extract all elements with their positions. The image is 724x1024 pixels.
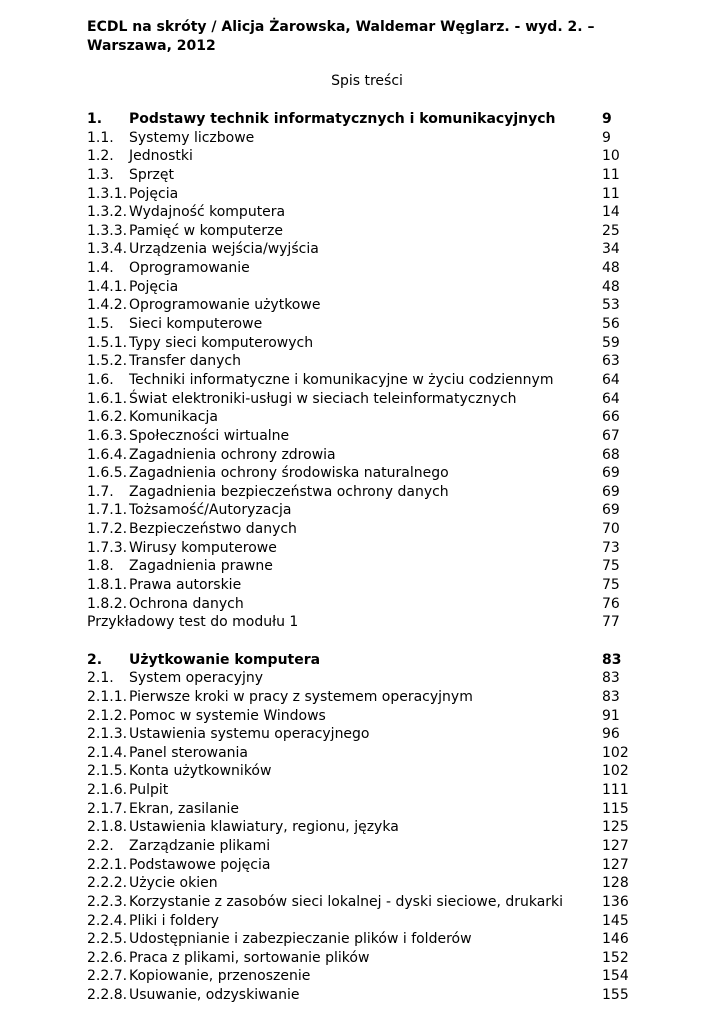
toc-entry-page: 64 (602, 390, 620, 407)
toc-entry-number: 2.2. (87, 837, 114, 854)
toc-entry (87, 315, 647, 334)
toc-entry-page: 9 (602, 129, 611, 146)
toc-entry-number: 1.6. (87, 371, 114, 388)
toc-entry-page: 67 (602, 427, 620, 444)
toc-entry (87, 259, 647, 278)
toc-entry-label: Komunikacja (129, 409, 218, 426)
toc-entry-number: 1.7.1. (87, 502, 128, 519)
toc-entry (87, 408, 647, 427)
toc-entry (87, 501, 647, 520)
toc-entry (87, 446, 647, 465)
toc-entry-label: Zagadnienia bezpieczeństwa ochrony danych (129, 483, 449, 500)
toc-entry (87, 688, 647, 707)
toc-heading: Spis treści (331, 73, 403, 89)
toc-entry (87, 296, 647, 315)
toc-entry-number: 2.1.1. (87, 688, 128, 705)
toc-entry-page: 64 (602, 371, 620, 388)
toc-entry-number: 1.8.1. (87, 577, 128, 594)
toc-entry (87, 166, 647, 185)
toc-entry-number: 2.2.8. (87, 987, 128, 1004)
toc-entry-page: 69 (602, 465, 620, 482)
toc-entry-label: Prawa autorskie (129, 577, 242, 594)
toc-entry (87, 595, 647, 614)
toc-entry-label: Techniki informatyczne i komunikacyjne w życiu codziennym (129, 371, 554, 388)
toc-entry (87, 930, 647, 949)
toc-entry-label: Tożsamość/Autoryzacja (129, 502, 292, 519)
toc-entry-number: 1.7. (87, 483, 114, 500)
toc-entry (87, 240, 647, 259)
toc-entry-number: 1.3.2. (87, 204, 128, 221)
toc-entry-page: 127 (602, 856, 629, 873)
toc-entry-number: 2.1. (87, 670, 114, 687)
toc-entry-number: 2.2.2. (87, 875, 128, 892)
toc-entry-label: Zagadnienia prawne (129, 558, 273, 575)
toc-entry (87, 818, 647, 837)
toc-entry-label: Społeczności wirtualne (129, 427, 290, 444)
toc-entry (87, 352, 647, 371)
toc-entry-page: 76 (602, 595, 620, 612)
toc-entry-page: 53 (602, 297, 620, 314)
toc-entry (87, 371, 647, 390)
toc-entry-label: Pulpit (129, 782, 169, 799)
toc-entry-number: 2.2.1. (87, 856, 128, 873)
toc-entry-number: 1.5.1. (87, 334, 128, 351)
toc-entry-number: 1.5.2. (87, 353, 128, 370)
toc-entry-page: 11 (602, 185, 620, 202)
toc-entry-number: 2.1.8. (87, 819, 128, 836)
toc-entry-page: 155 (602, 987, 629, 1004)
toc-entry (87, 520, 647, 539)
toc-entry-label: Ustawienia systemu operacyjnego (129, 726, 370, 743)
toc-entry-number: 1.2. (87, 148, 114, 165)
toc-entry-label: Pamięć w komputerze (129, 222, 283, 239)
toc-entry (87, 967, 647, 986)
toc-entry-page: 63 (602, 353, 620, 370)
toc-entry (87, 949, 647, 968)
toc-entry (87, 557, 647, 576)
toc-entry-label: Sprzęt (129, 166, 174, 183)
toc-entry-page: 69 (602, 502, 620, 519)
toc-entry-page: 70 (602, 521, 620, 538)
toc-entry-number: 1.3. (87, 166, 114, 183)
toc-entry (87, 129, 647, 148)
toc-entry-number: 2.2.4. (87, 912, 128, 929)
toc-entry-number: 1.6.1. (87, 390, 128, 407)
toc-entry-page: 102 (602, 763, 629, 780)
toc-entry-label: Konta użytkowników (129, 763, 272, 780)
toc-entry-number: 1.3.1. (87, 185, 128, 202)
toc-entry-label: Ochrona danych (129, 595, 244, 612)
toc-entry-page: 102 (602, 744, 629, 761)
toc-entry-number: 2.2.6. (87, 949, 128, 966)
toc-entry-number: 2.1.6. (87, 782, 128, 799)
toc-entry-label: Urządzenia wejścia/wyjścia (129, 241, 319, 258)
toc-entry-label: Udostępnianie i zabezpieczanie plików i folderów (129, 931, 472, 948)
toc-entry-label: Bezpieczeństwo danych (129, 521, 297, 538)
toc-entry-number: 2.2.3. (87, 893, 128, 910)
toc-entry (87, 576, 647, 595)
document-title: ECDL na skróty / Alicja Żarowska, Waldemar Węglarz. - wyd. 2. – Warszawa, 2012 (87, 19, 595, 54)
toc-entry (87, 762, 647, 781)
toc-entry-label: Wirusy komputerowe (129, 539, 277, 556)
toc-entry-number: 1. (87, 111, 103, 127)
toc-entry-number: 1.8.2. (87, 595, 128, 612)
toc-entry-label: Usuwanie, odzyskiwanie (129, 987, 300, 1004)
toc-entry (87, 203, 647, 222)
toc-entry (87, 912, 647, 931)
toc-entry (87, 147, 647, 166)
toc-entry-number: 1.1. (87, 129, 114, 146)
toc-entry-label: Ekran, zasilanie (129, 800, 240, 817)
toc-entry-page: 14 (602, 204, 620, 221)
toc-entry-page: 128 (602, 875, 629, 892)
toc-entry-page: 10 (602, 148, 620, 165)
toc-entry-number: 1.8. (87, 558, 114, 575)
toc-entry-number: 1.4.1. (87, 278, 128, 295)
toc-entry-label: Transfer danych (129, 353, 241, 370)
toc-entry-label: Oprogramowanie użytkowe (129, 297, 321, 314)
toc-entry-label: Praca z plikami, sortowanie plików (129, 949, 370, 966)
toc-entry (87, 781, 647, 800)
toc-entry-number: 1.6.5. (87, 465, 128, 482)
toc-entry-label: Podstawy technik informatycznych i komunikacyjnych (129, 111, 556, 127)
toc-entry-number: 2.2.7. (87, 968, 128, 985)
toc-entry-page: 77 (602, 614, 620, 631)
toc-entry-label: Użytkowanie komputera (129, 651, 321, 668)
toc-entry-number: 1.6.3. (87, 427, 128, 444)
toc-entry-number: 1.5. (87, 316, 114, 333)
toc-entry-page: 127 (602, 837, 629, 854)
toc-entry (87, 464, 647, 483)
toc-entry (87, 669, 647, 688)
toc-entry (87, 278, 647, 297)
toc-entry-page: 48 (602, 278, 620, 295)
toc-entry (87, 856, 647, 875)
toc-entry-page: 154 (602, 968, 629, 985)
toc-entry-page: 75 (602, 577, 620, 594)
toc-entry-label: Pierwsze kroki w pracy z systemem operacyjnym (129, 688, 473, 705)
toc-entry-page: 11 (602, 166, 620, 183)
toc-entry (87, 800, 647, 819)
toc-entry (87, 837, 647, 856)
toc-entry-label: Pojęcia (129, 278, 179, 295)
toc-entry-number: 1.3.3. (87, 222, 128, 239)
toc-entry (87, 334, 647, 353)
toc-entry (87, 390, 647, 409)
toc-entry-label: Zagadnienia ochrony środowiska naturalnego (129, 465, 449, 482)
toc-entry-page: 59 (602, 334, 620, 351)
toc-entry-page: 83 (602, 651, 622, 668)
toc-entry-label: Typy sieci komputerowych (129, 334, 314, 351)
toc-entry-page: 136 (602, 893, 629, 910)
toc-entry (87, 893, 647, 912)
toc-entry (87, 986, 647, 1005)
toc-entry-label: Użycie okien (129, 875, 218, 892)
toc-entry-number: 1.7.3. (87, 539, 128, 556)
toc-entry-number: 1.4.2. (87, 297, 128, 314)
toc-entry-number: 2.1.7. (87, 800, 128, 817)
toc-entry-label: Wydajność komputera (129, 204, 286, 221)
toc-entry (87, 874, 647, 893)
toc-entry-page: 9 (602, 111, 612, 127)
table-of-contents (87, 110, 647, 1005)
toc-entry-number: 2.1.4. (87, 744, 128, 761)
toc-entry-page: 48 (602, 260, 620, 277)
toc-entry-label: Korzystanie z zasobów sieci lokalnej - dyski sieciowe, drukarki (129, 893, 564, 910)
toc-entry (87, 651, 647, 670)
toc-entry-page: 83 (602, 688, 620, 705)
toc-entry-label: Zarządzanie plikami (129, 837, 271, 854)
toc-entry-page: 75 (602, 558, 620, 575)
toc-entry-page: 56 (602, 316, 620, 333)
toc-entry-page: 96 (602, 726, 620, 743)
toc-entry-page: 73 (602, 539, 620, 556)
toc-entry (87, 613, 647, 632)
toc-entry (87, 110, 647, 129)
toc-entry-label: Pliki i foldery (129, 912, 219, 929)
toc-entry-page: 111 (602, 782, 629, 799)
toc-entry (87, 185, 647, 204)
toc-entry (87, 483, 647, 502)
toc-entry-page: 91 (602, 707, 620, 724)
toc-entry-number: 1.6.4. (87, 446, 128, 463)
toc-entry (87, 539, 647, 558)
toc-spacer (87, 632, 647, 651)
toc-entry-label: Pomoc w systemie Windows (129, 707, 326, 724)
toc-entry-label: Panel sterowania (129, 744, 248, 761)
toc-entry-page: 115 (602, 800, 629, 817)
toc-entry (87, 427, 647, 446)
toc-entry-label: Systemy liczbowe (129, 129, 255, 146)
toc-entry-page: 34 (602, 241, 620, 258)
toc-entry-page: 83 (602, 670, 620, 687)
toc-entry-label: Kopiowanie, przenoszenie (129, 968, 311, 985)
toc-entry-page: 66 (602, 409, 620, 426)
toc-entry-label: Ustawienia klawiatury, regionu, języka (129, 819, 399, 836)
toc-entry-label: Jednostki (129, 148, 193, 165)
toc-entry-number: 1.3.4. (87, 241, 128, 258)
toc-entry-page: 125 (602, 819, 629, 836)
toc-entry-label: System operacyjny (129, 670, 264, 687)
toc-entry (87, 725, 647, 744)
toc-entry-page: 68 (602, 446, 620, 463)
toc-entry (87, 222, 647, 241)
toc-entry-label: Świat elektroniki-usługi w sieciach teleinformatycznych (129, 390, 517, 407)
toc-entry-number: 2.1.2. (87, 707, 128, 724)
toc-entry-page: 69 (602, 483, 620, 500)
toc-entry-number: 1.4. (87, 260, 114, 277)
toc-entry-number: 2.2.5. (87, 931, 128, 948)
toc-entry-page: 152 (602, 949, 629, 966)
toc-entry-page: 146 (602, 931, 629, 948)
toc-entry-label: Podstawowe pojęcia (129, 856, 271, 873)
toc-entry-number: 2.1.5. (87, 763, 128, 780)
toc-entry-number: 2. (87, 651, 103, 668)
toc-entry-label: Sieci komputerowe (129, 316, 263, 333)
toc-entry-number: 1.6.2. (87, 409, 128, 426)
toc-entry-page: 145 (602, 912, 629, 929)
toc-entry (87, 707, 647, 726)
toc-entry-label: Przykładowy test do modułu 1 (87, 614, 299, 631)
toc-entry-label: Pojęcia (129, 185, 179, 202)
toc-entry-page: 25 (602, 222, 620, 239)
toc-entry-number: 1.7.2. (87, 521, 128, 538)
toc-entry (87, 744, 647, 763)
toc-entry-label: Oprogramowanie (129, 260, 250, 277)
toc-entry-number: 2.1.3. (87, 726, 128, 743)
toc-entry-label: Zagadnienia ochrony zdrowia (129, 446, 336, 463)
